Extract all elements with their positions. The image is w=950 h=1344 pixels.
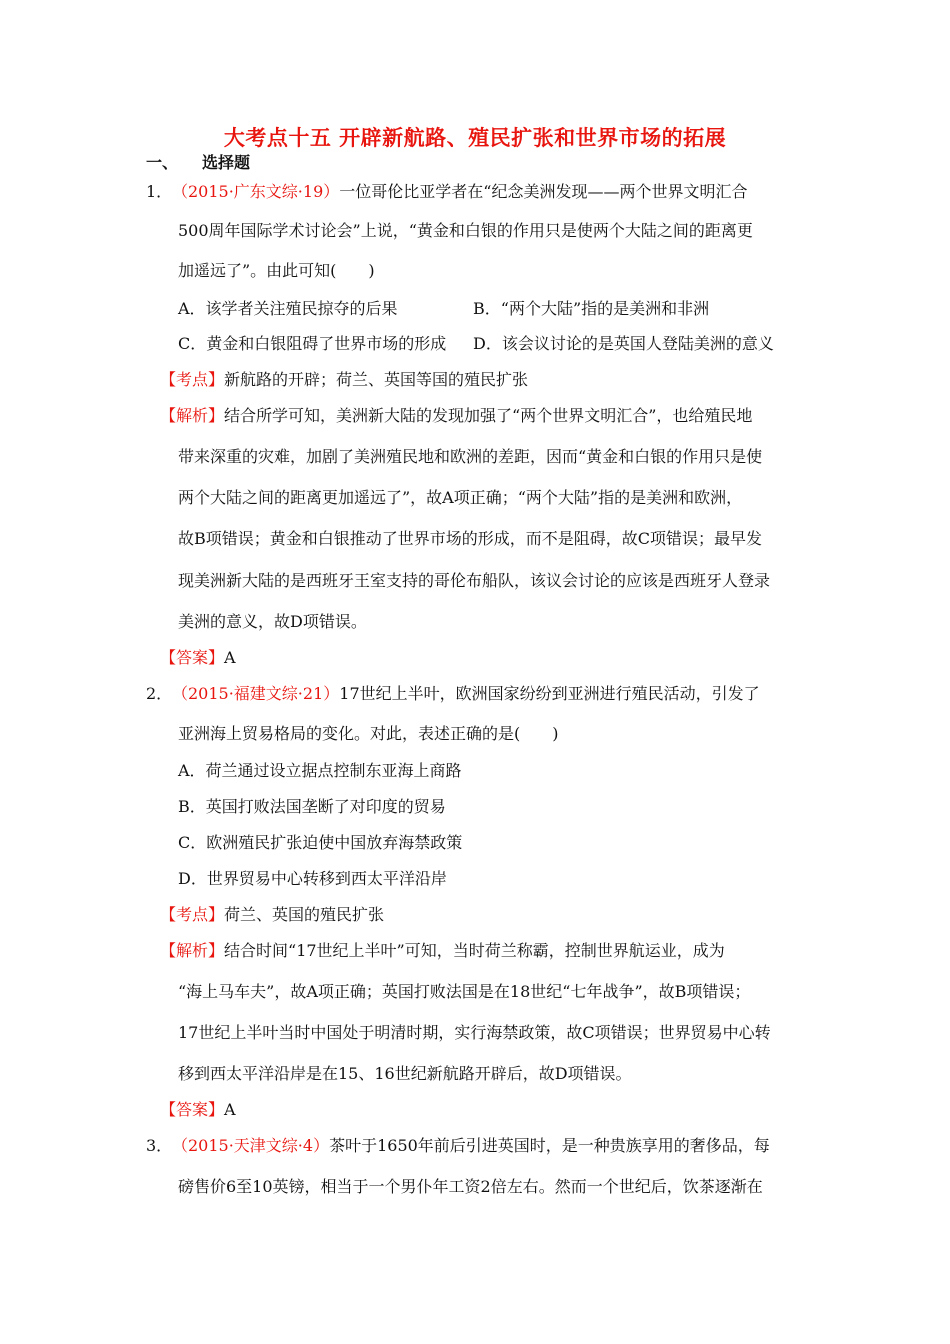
question-1-jiexi-line-6: 美洲的意义，故D项错误。 [178, 612, 367, 631]
question-1-jiexi-line-3: 两个大陆之间的距离更加遥远了”，故A项正确；“两个大陆”指的是美洲和欧洲， [178, 488, 743, 507]
question-1-option-a: A．该学者关注殖民掠夺的后果 [178, 299, 398, 318]
question-1-jiexi-line-4: 故B项错误；黄金和白银推动了世界市场的形成，而不是阻碍，故C项错误；最早发 [178, 529, 763, 548]
question-1-option-b: B．“两个大陆”指的是美洲和非洲 [473, 299, 710, 318]
question-1-stem-line-1: （2015·广东文综·19）一位哥伦比亚学者在“纪念美洲发现——两个世界文明汇合 [172, 182, 748, 201]
question-2-option-a: A．荷兰通过设立据点控制东亚海上商路 [178, 761, 462, 780]
question-3-number: 3． [146, 1136, 173, 1155]
page-title: 大考点十五 开辟新航路、殖民扩张和世界市场的拓展 [223, 126, 727, 150]
question-2-option-b: B．英国打败法国垄断了对印度的贸易 [178, 797, 446, 816]
question-2-source: （2015·福建文综·21） [172, 684, 340, 703]
question-2-jiexi-line-2: “海上马车夫”，故A项正确；英国打败法国是在18世纪“七年战争”，故B项错误； [178, 982, 751, 1001]
question-2-jiexi-line-3: 17世纪上半叶当时中国处于明清时期，实行海禁政策，故C项错误；世界贸易中心转 [178, 1023, 771, 1042]
question-1-jiexi-line-2: 带来深重的灾难，加剧了美洲殖民地和欧洲的差距，因而“黄金和白银的作用只是使 [178, 447, 763, 466]
question-1-source: （2015·广东文综·19） [172, 182, 340, 201]
section-heading [146, 150, 250, 173]
question-1-option-d: D．该会议讨论的是英国人登陆美洲的意义 [473, 334, 774, 353]
daan-tag: 【答案】 [160, 648, 225, 667]
question-1-option-c: C．黄金和白银阻碍了世界市场的形成 [178, 334, 447, 353]
question-1-number: 1． [146, 182, 173, 201]
jiexi-tag: 【解析】 [160, 406, 225, 425]
section-label: 选择题 [202, 153, 251, 172]
question-1-answer: 【答案】A [160, 648, 236, 667]
question-1-stem-line-2: 500周年国际学术讨论会”上说，“黄金和白银的作用只是使两个大陆之间的距离更 [178, 221, 753, 240]
section-number: 一、 [146, 153, 179, 172]
question-1-jiexi-line-1: 【解析】结合所学可知，美洲新大陆的发现加强了“两个世界文明汇合”，也给殖民地 [160, 406, 753, 425]
question-2-stem-line-2: 亚洲海上贸易格局的变化。对此，表述正确的是( ) [178, 724, 559, 743]
kaodian-tag: 【考点】 [160, 370, 225, 389]
question-2-jiexi-line-1: 【解析】结合时间“17世纪上半叶”可知，当时荷兰称霸，控制世界航运业，成为 [160, 941, 725, 960]
question-2-jiexi-line-4: 移到西太平洋沿岸是在15、16世纪新航路开辟后，故D项错误。 [178, 1064, 632, 1083]
question-3-source: （2015·天津文综·4） [172, 1136, 330, 1155]
question-2-option-c: C．欧洲殖民扩张迫使中国放弃海禁政策 [178, 833, 463, 852]
question-2-kaodian: 【考点】荷兰、英国的殖民扩张 [160, 905, 385, 924]
question-2-stem-line-1: （2015·福建文综·21）17世纪上半叶，欧洲国家纷纷到亚洲进行殖民活动，引发了 [172, 684, 760, 703]
question-3-stem-line-2: 磅售价6至10英镑，相当于一个男仆年工资2倍左右。然而一个世纪后，饮茶逐渐在 [178, 1177, 763, 1196]
question-2-number: 2． [146, 684, 173, 703]
question-3-stem-line-1: （2015·天津文综·4）茶叶于1650年前后引进英国时，是一种贵族享用的奢侈品，每 [172, 1136, 770, 1155]
question-2-answer: 【答案】A [160, 1100, 236, 1119]
question-1-kaodian: 【考点】新航路的开辟；荷兰、英国等国的殖民扩张 [160, 370, 529, 389]
question-2-option-d: D．世界贸易中心转移到西太平洋沿岸 [178, 869, 447, 888]
question-1-jiexi-line-5: 现美洲新大陆的是西班牙王室支持的哥伦布船队，该议会讨论的应该是西班牙人登录 [178, 571, 771, 590]
question-1-stem-line-3: 加遥远了”。由此可知( ) [178, 261, 375, 280]
